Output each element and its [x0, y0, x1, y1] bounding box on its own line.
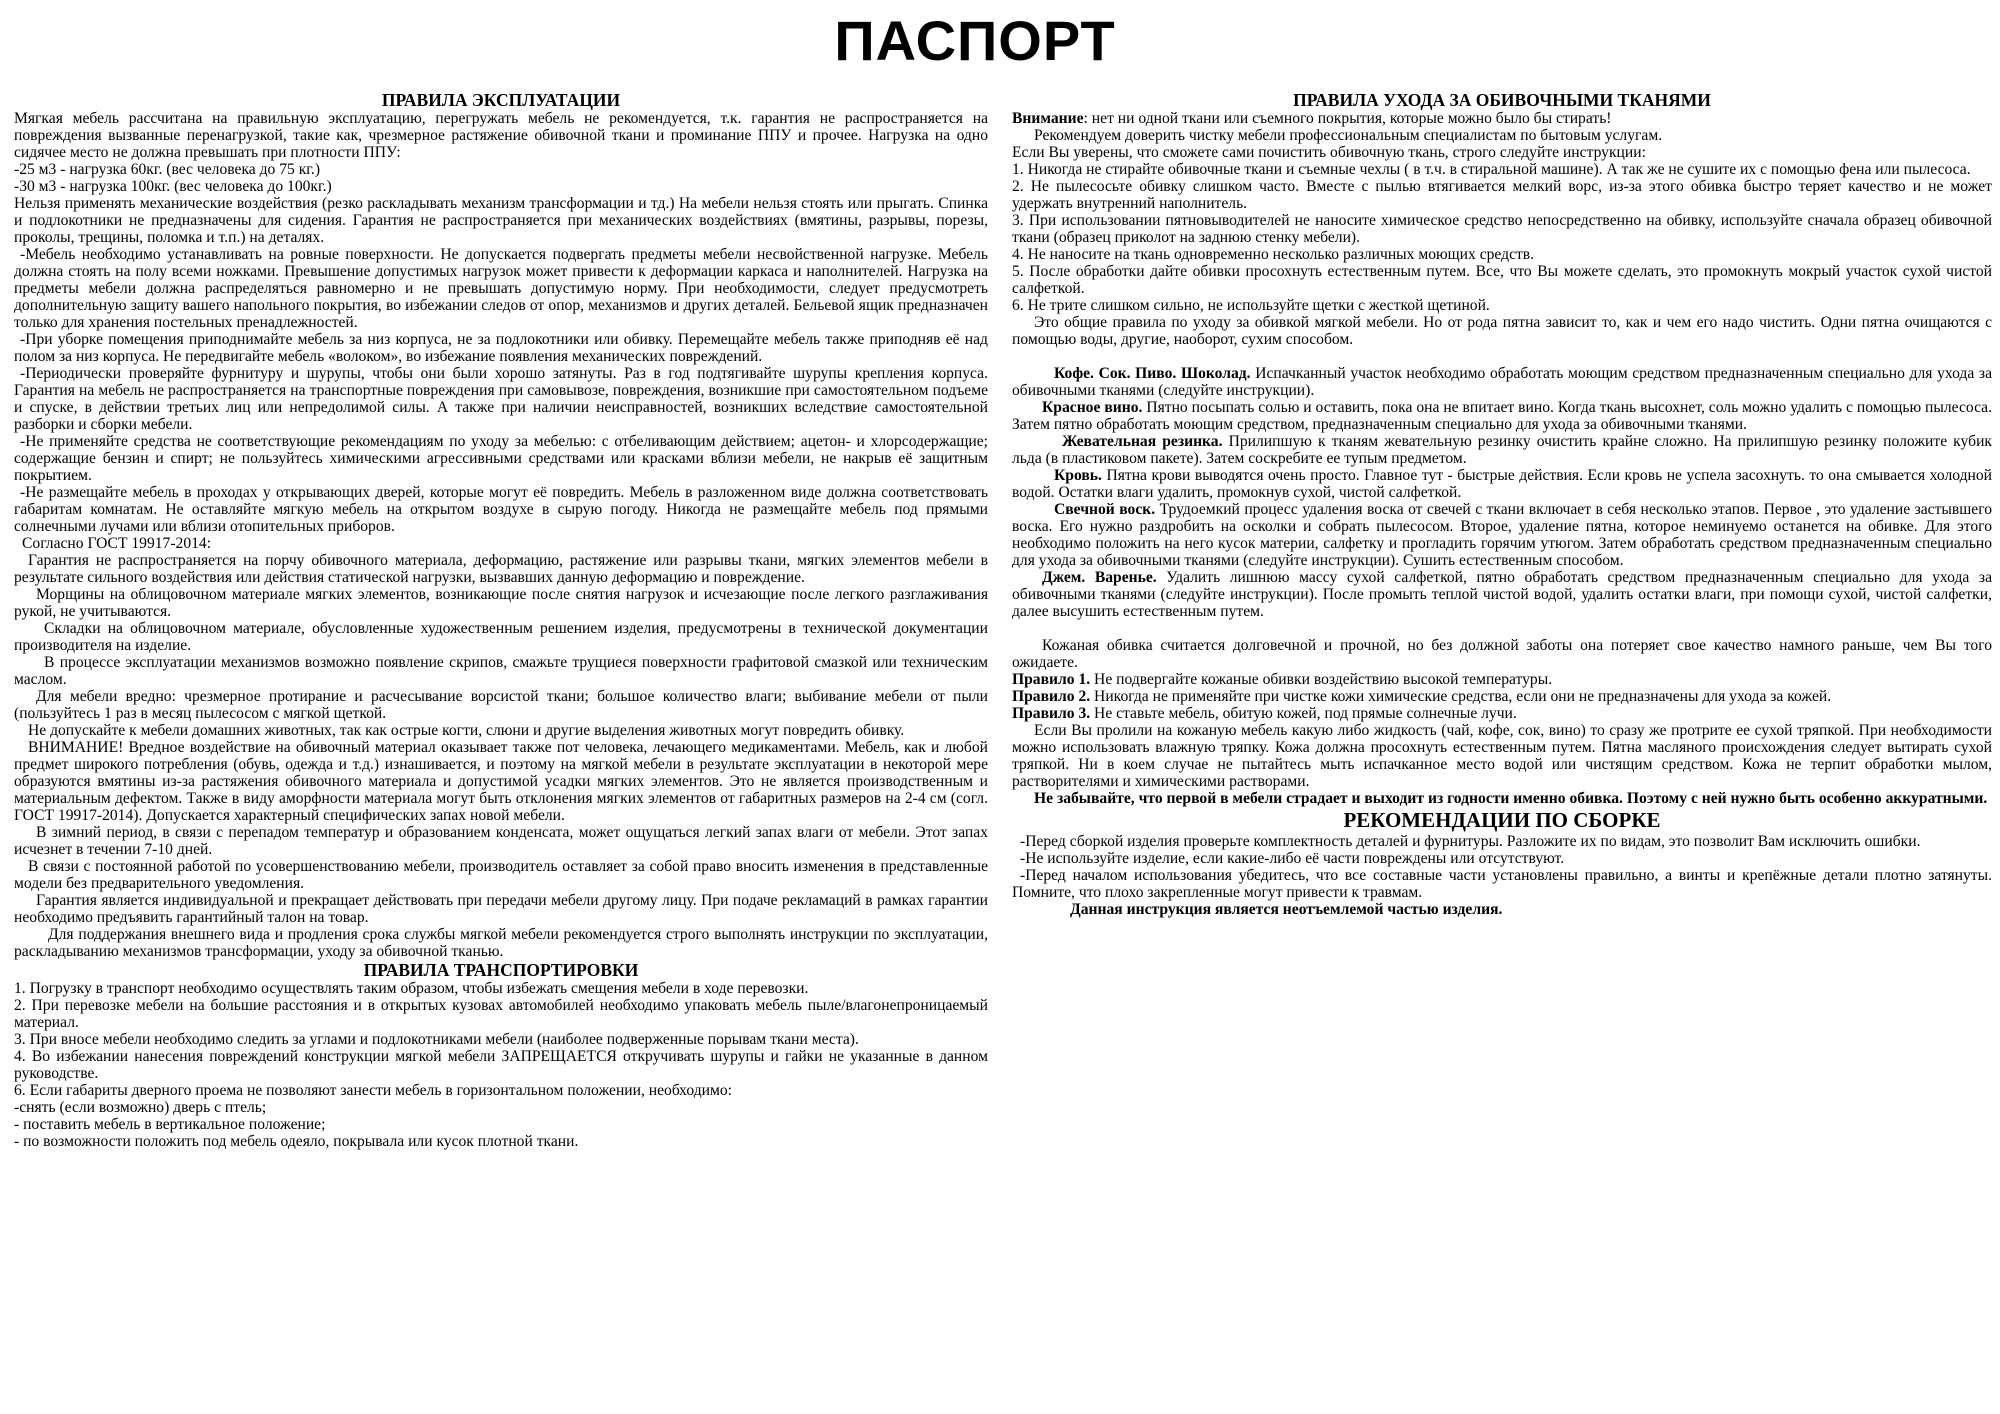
- paragraph: -25 м3 - нагрузка 60кг. (вес человека до 75 кг.): [14, 161, 321, 178]
- paragraph: В связи с постоянной работой по усовершенствованию мебели, производитель оставляет за собой право вносить изменения в представленные модели без предварительного уведомления.: [14, 858, 988, 892]
- paragraph: Правило 3. Не ставьте мебель, обитую кожей, под прямые солнечные лучи.: [1012, 705, 1517, 722]
- section-heading: РЕКОМЕНДАЦИИ ПО СБОРКЕ: [1343, 808, 1661, 832]
- paragraph: -При уборке помещения приподнимайте мебель за низ корпуса, не за подлокотники или обивку. Перемещайте мебель также приподняв её над полом за низ корпуса. Не передвигайте мебель «волоком», во избежание появления механических повреждений.: [14, 331, 988, 365]
- paragraph: Данная инструкция является неотъемлемой частью изделия.: [1070, 901, 1503, 918]
- paragraph: Рекомендуем доверить чистку мебели профессиональным специалистам по бытовым услугам.: [1034, 127, 1663, 144]
- paragraph: Правило 2. Никогда не применяйте при чистке кожи химические средства, если они не предназначены для ухода за кожей.: [1012, 688, 1832, 705]
- section-heading: ПРАВИЛА УХОДА ЗА ОБИВОЧНЫМИ ТКАНЯМИ: [1293, 90, 1711, 110]
- page-title: ПАСПОРТ: [834, 9, 1116, 72]
- paragraph: Если Вы пролили на кожаную мебель какую либо жидкость (чай, кофе, сок, вино) то сразу же протрите ее сухой тряпкой. При необходимости можно использовать влажную тряпку. Кожа должна просохнуть естественным путем. Пятна масляного происхождения следует вытирать сухой тряпкой. Ни в коем случае не пытайтесь мыть испачканное место водой или чистящим средством. Кожа не терпит обработки мылом, растворителями и химическими растворами.: [1012, 722, 1992, 790]
- paragraph: -Перед сборкой изделия проверьте комплектность деталей и фурнитуры. Разложите их по видам, это позволит Вам исключить ошибки.: [1020, 833, 1921, 850]
- paragraph: Свечной воск. Трудоемкий процесс удаления воска от свечей с ткани включает в себя несколько этапов. Первое , это удаление застывшего воска. Его нужно раздробить на осколки и собрать пылесосом. Второе, удаление пятна, которое неминуемо останется на обивке. Для этого необходимо положить на него кусок материи, салфетку и прогладить горячим утюгом. Затем обработать средством предназначенным специально для ухода за обивочными тканями (следуйте инструкции). Сушить естественным способом.: [1012, 501, 1992, 569]
- paragraph: -Мебель необходимо устанавливать на ровные поверхности. Не допускается подвергать предметы мебели несвойственной нагрузке. Мебель должна стоять на полу всеми ножками. Превышение допустимых нагрузок может привести к деформации каркаса и наполнителей. Нагрузка на предметы мебели должна распределяться равномерно и не превышать допустимую норму. При необходимости, следует предусмотреть дополнительную защиту вашего напольного покрытия, во избежании следов от опор, механизмов и других деталей. Бельевой ящик предназначен только для хранения постельных пренадлежностей.: [14, 246, 988, 331]
- paragraph: 4. Во избежании нанесения повреждений конструкции мягкой мебели ЗАПРЕЩАЕТСЯ откручивать шурупы и гайки не указанные в данном руководстве.: [14, 1048, 988, 1082]
- paragraph: Не забывайте, что первой в мебели страдает и выходит из годности именно обивка. Поэтому с ней нужно быть особенно аккуратными.: [1034, 790, 1988, 807]
- paragraph: 3. При вносе мебели необходимо следить за углами и подлокотниками мебели (наиболее подверженные порывам ткани места).: [14, 1031, 859, 1048]
- paragraph: Нельзя применять механические воздействия (резко раскладывать механизм трансформации и тд.) На мебели нельзя стоять или прыгать. Спинка и подлокотники не предназначены для сидения. Гарантия не распространяется при механических воздействиях (вмятины, разрывы, порезы, проколы, трещины, поломка и т.п.) на деталях.: [14, 195, 988, 246]
- paragraph: -снять (если возможно) дверь с птель;: [14, 1099, 267, 1116]
- paragraph: Это общие правила по уходу за обивкой мягкой мебели. Но от рода пятна зависит то, как и чем его надо чистить. Одни пятна очищаются с помощью воды, другие, наоборот, сухим способом.: [1012, 314, 1992, 348]
- paragraph: 2. При перевозке мебели на большие расстояния и в открытых кузовах автомобилей необходимо упаковать мебель пыле/влагонепроницаемый материал.: [14, 997, 988, 1031]
- left-column: [14, 90, 988, 1150]
- paragraph: Согласно ГОСТ 19917-2014:: [22, 535, 212, 552]
- right-column: [1012, 90, 1992, 1150]
- paragraph: Мягкая мебель рассчитана на правильную эксплуатацию, перегружать мебель не рекомендуется, т.к. гарантия не распространяется на повреждения вызванные перенагрузкой, такие как, чрезмерное растяжение обивочной ткани и проминание ППУ и прочее. Нагрузка на одно сидячее место не должна превышать при плотности ППУ:: [14, 110, 988, 161]
- paragraph: 1. Никогда не стирайте обивочные ткани и съемные чехлы ( в т.ч. в стиральной машине). А так же не сушите их с помощью фена или пылесоса.: [1012, 161, 1971, 178]
- paragraph: Кофе. Сок. Пиво. Шоколад. Испачканный участок необходимо обработать моющим средством предназначенным специально для ухода за обивочными тканями (следуйте инструкции).: [1012, 365, 1992, 399]
- paragraph: ВНИМАНИЕ! Вредное воздействие на обивочный материал оказывает также пот человека, лечающего медикаментами. Мебель, как и любой предмет широкого потребления (обувь, одежда и т.д.) изнашивается, и поэтому на мягкой мебели в результате эксплуатации в некоторой мере образуются вмятины из-за растяжения обивочного материала и допустимой усадки мягких элементов. Это не является производственным и материальным дефектом. Также в виду аморфности материала могут быть отклонения мягких элементов от габаритных размеров на 2-4 см (согл. ГОСТ 19917-2014). Допускается характерный специфических запах новой мебели.: [14, 739, 988, 824]
- paragraph: Для мебели вредно: чрезмерное протирание и расчесывание ворсистой ткани; большое количество влаги; выбивание мебели от пыли (пользуйтесь 1 раз в месяц пылесосом с мягкой щеткой.: [14, 688, 988, 722]
- paragraph: Не допускайте к мебели домашних животных, так как острые когти, слюни и другие выделения животных могут повредить обивку.: [28, 722, 905, 739]
- section-heading: ПРАВИЛА ТРАНСПОРТИРОВКИ: [363, 960, 639, 980]
- paragraph: -Периодически проверяйте фурнитуру и шурупы, чтобы они были хорошо затянуты. Раз в год подтягивайте шурупы крепления корпуса. Гарантия на мебель не распространяется на транспортные повреждения при самовывозе, повреждения, возникшие при самостоятельном подъеме и спуске, в действии третьих лиц или непредолимой силы. А также при наличии неисправностей, возникших вследствие самостоятельной разборки и сборки мебели.: [14, 365, 988, 433]
- paragraph: Для поддержания внешнего вида и продления срока службы мягкой мебели рекомендуется строго выполнять инструкции по эксплуатации, раскладыванию механизмов трансформации, уходу за обивочной тканью.: [14, 926, 988, 960]
- paragraph: 6. Если габариты дверного проема не позволяют занести мебель в горизонтальном положении, необходимо:: [14, 1082, 733, 1099]
- paragraph: В зимний период, в связи с перепадом температур и образованием конденсата, может ощущаться легкий запах влаги от мебели. Этот запах исчезнет в течении 7-10 дней.: [14, 824, 988, 858]
- paragraph: В процессе эксплуатации механизмов возможно появление скрипов, смажьте трущиеся поверхности графитовой смазкой или техническим маслом.: [14, 654, 988, 688]
- paragraph: -Не размещайте мебель в проходах у открывающих дверей, которые могут её повредить. Мебель в разложенном виде должна соответствовать габаритам комнатам. Не оставляйте мягкую мебель на открытом воздухе в сырую погоду. Никогда не размещайте мебель под прямыми солнечными лучами или вблизи отопительных приборов.: [14, 484, 988, 535]
- columns-container: [14, 90, 1992, 1150]
- paragraph: Внимание: нет ни одной ткани или съемного покрытия, которые можно было бы стирать!: [1012, 110, 1612, 127]
- paragraph: Гарантия не распространяется на порчу обивочного материала, деформацию, растяжение или разрывы ткани, мягких элементов мебели в результате сильного воздействия или действия статической нагрузки, вызвавших данную деформацию и повреждение.: [14, 552, 988, 586]
- paragraph: 3. При использовании пятновыводителей не наносите химическое средство непосредственно на обивку, используйте сначала образец обивочной ткани (образец приколот на заднюю стенку мебели).: [1012, 212, 1992, 246]
- paragraph: 2. Не пылесосьте обивку слишком часто. Вместе с пылью втягивается мелкий ворс, из-за этого обивка быстро теряет качество и не может удержать внутренний наполнитель.: [1012, 178, 1992, 212]
- paragraph: Правило 1. Не подвергайте кожаные обивки воздействию высокой температуры.: [1012, 671, 1553, 688]
- paragraph: Морщины на облицовочном материале мягких элементов, возникающие после снятия нагрузок и исчезающие после легкого разглаживания рукой, не учитываются.: [14, 586, 988, 620]
- paragraph: - по возможности положить под мебель одеяло, покрывала или кусок плотной ткани.: [14, 1133, 579, 1150]
- paragraph: Жевательная резинка. Прилипшую к тканям жевательную резинку очистить крайне сложно. На прилипшую резинку положите кубик льда (в пластиковом пакете). Затем соскребите ее тупым предметом.: [1012, 433, 1992, 467]
- paragraph: Красное вино. Пятно посыпать солью и оставить, пока она не впитает вино. Когда ткань высохнет, соль можно удалить с помощью пылесоса. Затем пятно обработать моющим средством, предназначенным специально для ухода за обивочными тканями.: [1012, 399, 1993, 433]
- section-heading: ПРАВИЛА ЭКСПЛУАТАЦИИ: [381, 90, 621, 110]
- paragraph: -Не применяйте средства не соответствующие рекомендациям по уходу за мебелью: с отбеливающим действием; ацетон- и хлорсодержащие; содержащие бензин и спирт; не пользуйтесь химическими агрессивными средствами или красками вблизи мебели, не накрыв её защитным покрытием.: [14, 433, 988, 484]
- paragraph: Складки на облицовочном материале, обусловленные художественным решением изделия, предусмотрены в технической документации производителя на изделие.: [14, 620, 988, 654]
- paragraph: Кровь. Пятна крови выводятся очень просто. Главное тут - быстрые действия. Если кровь не успела засохнуть. то она смывается холодной водой. Остатки влаги удалить, промокнув сухой, чистой салфеткой.: [1012, 467, 1992, 501]
- paragraph: -Перед началом использования убедитесь, что все составные части установлены правильно, а винты и крепёжные детали плотно затянуты. Помните, что плохо закрепленные могут привести к травмам.: [1012, 867, 1992, 901]
- paragraph: Гарантия является индивидуальной и прекращает действовать при передачи мебели другому лицу. При подаче рекламаций в рамках гарантии необходимо предъявить гарантийный талон на товар.: [14, 892, 988, 926]
- paragraph: 6. Не трите слишком сильно, не используйте щетки с жесткой щетиной.: [1012, 297, 1490, 314]
- paragraph: -Не используйте изделие, если какие-либо её части повреждены или отсутствуют.: [1020, 850, 1565, 867]
- paragraph: - поставить мебель в вертикальное положение;: [14, 1116, 326, 1133]
- paragraph: 5. После обработки дайте обивки просохнуть естественным путем. Все, что Вы можете сделать, это промокнуть мокрый участок сухой чистой салфеткой.: [1012, 263, 1992, 297]
- paragraph: -30 м3 - нагрузка 100кг. (вес человека до 100кг.): [14, 178, 332, 195]
- paragraph: Если Вы уверены, что сможете сами почистить обивочную ткань, строго следуйте инструкции:: [1012, 144, 1646, 161]
- paragraph: 4. Не наносите на ткань одновременно несколько различных моющих средств.: [1012, 246, 1535, 263]
- paragraph: 1. Погрузку в транспорт необходимо осуществлять таким образом, чтобы избежать смещения мебели в ходе перевозки.: [14, 980, 809, 997]
- paragraph: Джем. Варенье. Удалить лишнюю массу сухой салфеткой, пятно обработать средством предназначенным специально для ухода за обивочными тканями (следуйте инструкции). После промыть теплой чистой водой, удалить остатки влаги, при помощи сухой, чистой салфетки, далее высушить естественным путем.: [1012, 569, 1992, 620]
- paragraph: Кожаная обивка считается долговечной и прочной, но без должной заботы она потеряет свое качество намного раньше, чем Вы того ожидаете.: [1012, 637, 1992, 671]
